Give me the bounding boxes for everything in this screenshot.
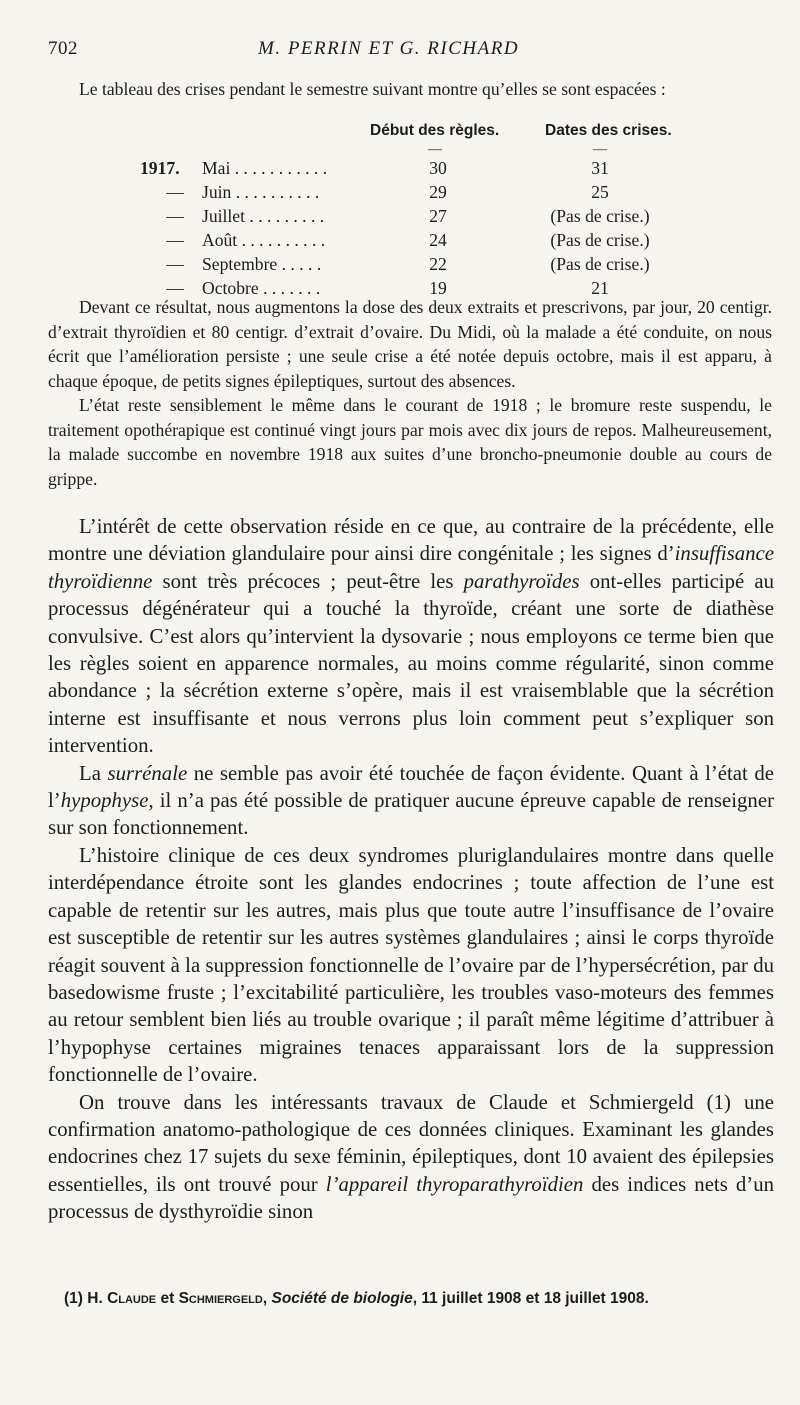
row-regles: 22 — [429, 254, 447, 274]
footnote-author: Schmiergeld — [178, 1290, 263, 1307]
table-row — [48, 206, 772, 230]
footnote-marker: (1) H. — [64, 1290, 108, 1307]
text-run: L’intérêt de cette observation réside en ce que, au contraire de la précédente, elle montre une déviation glandulaire pour ainsi dire congénitale ; les signes d’ — [48, 515, 774, 566]
row-regles: 30 — [429, 158, 447, 178]
text-run: On trouve dans les intéressants travaux de Claude et Schmiergeld (1) une confirmation anatomo-pathologique de ces données cliniques. Examinant les glandes endocrines chez 17 sujets du sexe féminin, épileptiques, dont 10 avaient des épilepsies essentielles, ils ont trouvé pour — [48, 1090, 774, 1196]
text-run: et — [156, 1290, 179, 1307]
row-month: Septembre . . . . . — [202, 254, 322, 274]
body-paragraph — [48, 1089, 774, 1226]
footnote-author: Claude — [107, 1290, 157, 1307]
small-paragraph: Devant ce résultat, nous augmentons la dose des deux extraits et prescrivons, par jour, 20 centigr. d’extrait thyroïdien et 80 centigr. d’extrait d’ovaire. Du Midi, où la malade a été conduite, on nous écrit que l’amélioration persiste ; une seule crise a été notée depuis octobre, mais il est apparu, à chaque époque, de petits signes épileptiques, surtout des absences. — [48, 297, 772, 391]
running-head — [48, 38, 772, 62]
row-regles: 27 — [429, 206, 447, 226]
text-run: La — [79, 761, 108, 785]
text-run: , — [262, 1290, 272, 1307]
footnote — [64, 1290, 774, 1308]
small-text-block — [48, 295, 772, 491]
text-run: ont-elles participé au processus dégénérateur qui a touché la thyroïde, créant une sorte de diathèse convulsive. C’est alors qu’intervient la dysovarie ; nous employons ce terme bien que les règles soient en apparence normales, au moins comme régularité, sinon comme abondance ; la sécrétion externe s’opère, mais il est vraisemblable que la sécrétion interne est insuffisante et nous verrons plus loin comment peut s’expliquer son intervention. — [48, 569, 774, 758]
table-header-rule-2: — — [593, 142, 607, 157]
row-regles: 24 — [429, 230, 447, 250]
table-header-rule-1: — — [428, 142, 442, 157]
table-row — [48, 230, 772, 254]
italic-run: parathyroïdes — [463, 569, 580, 593]
row-dash: — — [166, 182, 184, 202]
row-crise: 21 — [591, 278, 609, 298]
row-crise: 25 — [591, 182, 609, 202]
body-text — [48, 513, 774, 1226]
row-dash: — — [166, 254, 184, 274]
body-paragraph — [48, 760, 774, 842]
row-month: Août . . . . . . . . . . — [202, 230, 326, 250]
table-header-crises: Dates des crises. — [545, 122, 672, 139]
row-month: Mai . . . . . . . . . . . — [202, 158, 328, 178]
italic-run: hypophyse — [60, 789, 149, 813]
row-crise: (Pas de crise.) — [550, 254, 650, 274]
row-month: Juin . . . . . . . . . . — [202, 182, 320, 202]
row-year: 1917. — [140, 158, 180, 178]
running-title: M. PERRIN ET G. RICHARD — [258, 38, 520, 59]
table-header-regles: Début des règles. — [370, 122, 500, 139]
row-dash: — — [166, 206, 184, 226]
row-dash: — — [166, 230, 184, 250]
row-crise: 31 — [591, 158, 609, 178]
small-paragraph: L’état reste sensiblement le même dans le courant de 1918 ; le bromure reste suspendu, le traitement opothérapique est continué vingt jours par mois avec dix jours de repos. Malheureusement, la malade succombe en novembre 1918 aux suites d’une broncho-pneumonie double au cours de grippe. — [48, 395, 772, 489]
row-regles: 29 — [429, 182, 447, 202]
row-crise: (Pas de crise.) — [550, 206, 650, 226]
intro-paragraph — [48, 77, 772, 102]
body-paragraph: L’histoire clinique de ces deux syndromes pluriglandulaires montre dans quelle interdépendance étroite sont les glandes endocrines ; toute affection de l’une est capable de retentir sur les autres, mais plus que toute autre l’insuffisance de l’ovaire est susceptible de retentir sur les autres systèmes glandulaires ; ainsi le corps thyroïde réagit souvent à la suppression fonctionnelle de l’ovaire par de l’hypersécrétion, par du basedowisme fruste ; l’excitabilité particulière, les troubles vaso-moteurs des femmes au retour semblent bien liés au trouble ovarique ; il paraît même légitime d’attribuer à l’hypophyse certaines migraines tenaces apparaissant lors de la suppression fonctionnelle de l’ovaire. — [48, 843, 774, 1087]
crisis-table — [48, 120, 772, 298]
row-dash: — — [166, 278, 184, 298]
text-run: des indices nets d’un processus de dysthyroïdie sinon — [48, 1172, 774, 1224]
footnote-dates: , 11 juillet 1908 et 18 juillet 1908. — [412, 1290, 649, 1307]
italic-run: surrénale — [107, 761, 188, 785]
text-run: sont très précoces ; peut-être les — [152, 569, 464, 593]
body-paragraph — [48, 513, 774, 760]
intro-text: Le tableau des crises pendant le semestre suivant montre qu’elles se sont espacées : — [79, 79, 666, 99]
row-month: Octobre . . . . . . . — [202, 278, 321, 298]
row-crise: (Pas de crise.) — [550, 230, 650, 250]
row-regles: 19 — [429, 278, 447, 298]
text-run: , il n’a pas été possible de pratiquer aucune épreuve capable de renseigner sur son fonctionnement. — [48, 789, 774, 840]
table-row — [48, 254, 772, 278]
footnote-journal: Société de biologie — [271, 1290, 413, 1307]
italic-run: insuffisance thyroïdienne — [48, 542, 774, 593]
table-row — [48, 182, 772, 206]
italic-run: l’appareil thyroparathyroïdien — [325, 1172, 584, 1196]
row-month: Juillet . . . . . . . . . — [202, 206, 325, 226]
table-row — [48, 158, 772, 182]
text-run: ne semble pas avoir été touchée de façon évidente. Quant à l’état de l’ — [48, 761, 774, 813]
page-number: 702 — [48, 38, 78, 59]
